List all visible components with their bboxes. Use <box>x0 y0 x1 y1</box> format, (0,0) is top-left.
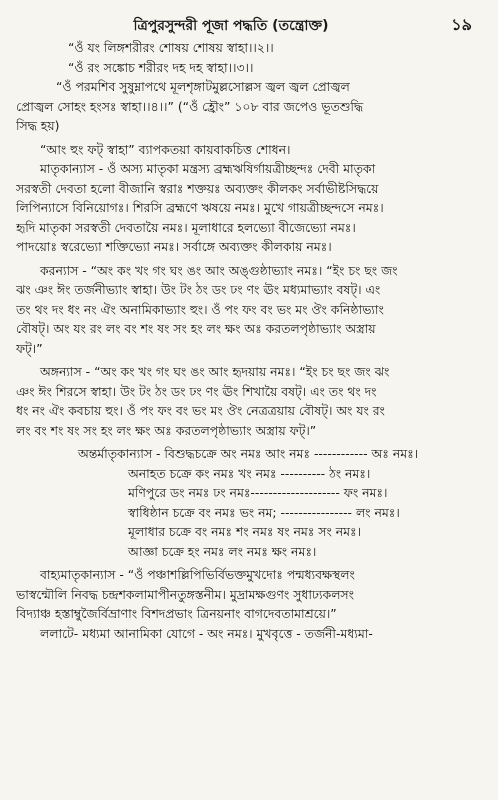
text-line: ঝং ঞং ঈং তর্জনীভ্যাং স্বাহা। উং টং ঠং ডং ঢং ণং ঊং মধ্যমাভ্যাং বষট্‌। এং <box>16 282 381 297</box>
text-line: লিপিন্যাসে বিনিয়োগঃ। শিরসি ব্রহ্মণে ঋষয়ে নমঃ। মুখে গায়ত্রীচ্ছন্দসে নমঃ। <box>16 200 384 215</box>
text-line: আজ্ঞা চক্রে হং নমঃ লং নমঃ ক্ষং নমঃ। <box>128 543 317 559</box>
text-line: ধং নং ঐং কবচায় হুং। ওঁ পং ফং বং ভং মং ঔং নেত্রত্রয়ায় বৌষট্‌। অং যং রং <box>16 403 385 418</box>
text-line: সরস্বতী দেবতা হলো বীজানি স্বরাঃ শক্তয়ঃ অব্যক্তং কীলকং সর্বাভীষ্টসিদ্ধয়ে <box>16 180 379 196</box>
text-line: মণিপুরে ডং নমঃ ঢং নমঃ-------------------- ফং নমঃ। <box>128 485 388 500</box>
text-line: “ওঁ যং লিঙ্গশরীরং শোষয় শোষয় স্বাহা।।২।। <box>68 40 274 55</box>
text-line: বিদ্যাঞ্চ হস্তাম্বুজৈর্বিভ্রাণাং বিশদপ্রভাং ত্রিনয়নাং বাগদেবতামাশ্রয়ে।” <box>16 606 337 621</box>
text-line: তং থং দং ধং নং ঐং অনামিকাভ্যাং হুং। ওঁ পং ফং বং ভং মং ঔং কনিষ্ঠাভ্যাং <box>16 301 384 317</box>
text-line: “ওঁ পরমশিব সুষুম্নাপথে মূলশৃঙ্গাটমুল্লসোল্লস জ্বল জ্বল প্রোজ্বল <box>56 79 350 94</box>
text-line: “আং হুং ফট্‌ স্বাহা” ব্যাপকতয়া কায়বাকচিত্ত শোধন। <box>40 141 291 157</box>
text-line: ঞং ঈং শিরসে স্বাহা। উং টং ঠং ডং ঢং ণং ঊং শিখায়ৈ বষট্‌। এং তং থং দং <box>16 383 377 399</box>
text-line: প্রোজ্বল সোহং হংসঃ স্বাহা।।৪।।” (“ওঁ হ্রৌং” ১০৮ বার জপেও ভূতশুদ্ধি <box>16 98 364 114</box>
text-line: অনাহত চক্রে কং নমঃ খং নমঃ ---------- ঠং নমঃ। <box>128 465 371 481</box>
text-line: মাতৃকান্যাস - ওঁ অস্য মাতৃকা মন্ত্রস্য ব্রহ্মঋষির্গায়ত্রীচ্ছন্দঃ দেবী মাতৃকা <box>40 161 376 176</box>
text-line: “ওঁ রং সঙ্কোচ শরীরং দহ দহ স্বাহা।।৩।। <box>68 59 254 75</box>
text-line: স্বাধিষ্ঠান চক্রে বং নমঃ ভং নম; ---------------- লং নমঃ। <box>128 504 400 520</box>
text-line: ভাস্বন্মৌলি নিবদ্ধ চন্দ্রশকলামাপীনতুঙ্গস্তনীম। মুদ্রামক্ষগুণং সুধাঢ্যকলসং <box>16 586 354 602</box>
text-line: লং বং শং ষং সং হং লং ক্ষং অঃ করতলপৃষ্ঠাভ্যাং অস্ত্রায় ফট্‌।” <box>16 422 317 438</box>
text-line: সিদ্ধ হয়) <box>16 118 60 133</box>
text-line: ফট্‌।” <box>16 340 43 356</box>
text-line: অন্তর্মাতৃকান্যাস - বিশুদ্ধচক্রে অং নমঃ আং নমঃ ------------ অঃ নমঃ। <box>78 446 419 461</box>
text-line: ললাটে- মধ্যমা আনামিকা যোগে - অং নমঃ। মুখবৃত্তে - তর্জনী-মধ্যমা- <box>40 625 373 641</box>
text-line: মূলাধার চক্রে বং নমঃ শং নমঃ ষং নমঃ সং নমঃ। <box>128 524 362 539</box>
text-line: হৃদি মাতৃকা সরস্বতী দেবতায়ৈ নমঃ। মূলাধারে হলভ্যো বীজেভ্যো নমঃ। <box>16 219 356 235</box>
page-number: ১৯ <box>451 15 472 34</box>
text-line: বাহ্যমাতৃকান্যাস - “ওঁ পঞ্চাশল্লিপিভির্বিভক্তমুখদোঃ পন্মধ্যবক্ষস্থলং <box>40 567 355 582</box>
text-line: পাদয়োঃ স্বরেভ্যো শক্তিভ্যো নমঃ। সর্বাঙ্গে অব্যক্তং কীলকায় নমঃ। <box>16 239 332 254</box>
text-line: অঙ্গন্যাস - “অং কং খং গং ঘং ঙং আং হৃদয়ায় নমঃ। “ইং চং ছং জং ঝং <box>40 364 390 379</box>
text-line: করন্যাস - “অং কং খং গং ঘং ঙং আং অঙ্গুষ্ঠাভ্যাং নমঃ। “ইং চং ছং জং <box>40 262 398 278</box>
text-line: বৌষট্‌। অং যং রং লং বং শং ষং সং হং লং ক্ষং অঃ করতলপৃষ্ঠাভ্যাং অস্ত্রায় <box>16 321 376 336</box>
document-body <box>16 38 486 643</box>
page-header <box>16 10 486 38</box>
page-title: ত্রিপুরসুন্দরী পূজা পদ্ধতি (তন্ত্রোক্ত) <box>133 18 329 34</box>
